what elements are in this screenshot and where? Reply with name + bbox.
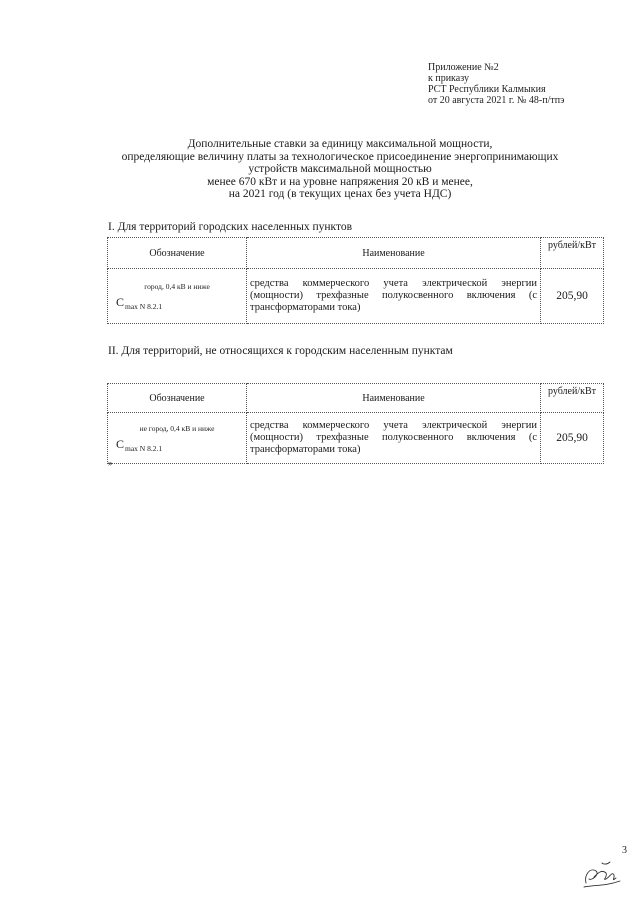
header-name: Наименование [247, 238, 541, 269]
closing-quote: » [108, 458, 113, 468]
rate-symbol-main: C [116, 436, 125, 451]
table-header-row [108, 384, 604, 413]
rate-symbol-subscript: max N 8.2.1 [125, 443, 163, 453]
document-title [100, 138, 580, 201]
appendix-line: к приказу [428, 73, 469, 84]
header-unit: рублей/кВт [541, 238, 604, 269]
header-name: Наименование [247, 384, 541, 413]
rate-symbol [112, 295, 242, 311]
table-row [108, 413, 604, 464]
title-line: определяющие величину платы за технологическое присоединение энергопринимающих [121, 150, 559, 163]
appendix-line: от 20 августа 2021 г. № 48-п/тпэ [428, 95, 565, 106]
section2-heading: II. Для территорий, не относящихся к городским населенным пунктам [108, 345, 453, 357]
rate-value: 205,90 [541, 269, 604, 324]
table-header-row [108, 238, 604, 269]
title-line: Дополнительные ставки за единицу максимальной мощности, [187, 138, 493, 150]
rate-value: 205,90 [541, 413, 604, 464]
rate-name: средства коммерческого учета электрической энергии (мощности) трехфазные полукосвенного включения (с трансформаторами тока) [247, 413, 541, 464]
rate-symbol [112, 437, 242, 453]
rate-symbol-subscript: max N 8.2.1 [125, 301, 163, 311]
header-code: Обозначение [108, 384, 247, 413]
section2-rates-table [107, 383, 604, 464]
appendix-line: РСТ Республики Калмыкия [428, 84, 546, 95]
appendix-block [428, 62, 564, 106]
appendix-line: Приложение №2 [428, 62, 499, 73]
rate-condition: город, 0,4 кВ и ниже [144, 281, 210, 291]
title-line: устройств максимальной мощностью [248, 163, 432, 175]
rate-code-cell [108, 269, 247, 324]
rate-code-cell [108, 413, 247, 464]
page-number: 3 [622, 845, 627, 856]
title-line: менее 670 кВт и на уровне напряжения 20 кВ и менее, [207, 175, 473, 188]
section1-rates-table [107, 237, 604, 324]
rate-condition: не город, 0,4 кВ и ниже [139, 423, 215, 433]
rate-name: средства коммерческого учета электрической энергии (мощности) трехфазные полукосвенного включения (с трансформаторами тока) [247, 269, 541, 324]
table-row [108, 269, 604, 324]
handwritten-signature [580, 857, 624, 891]
section1-heading: I. Для территорий городских населенных пунктов [108, 221, 352, 233]
header-code: Обозначение [108, 238, 247, 269]
header-unit: рублей/кВт [541, 384, 604, 413]
title-line: на 2021 год (в текущих ценах без учета НДС) [228, 188, 452, 200]
rate-symbol-main: C [116, 294, 125, 309]
